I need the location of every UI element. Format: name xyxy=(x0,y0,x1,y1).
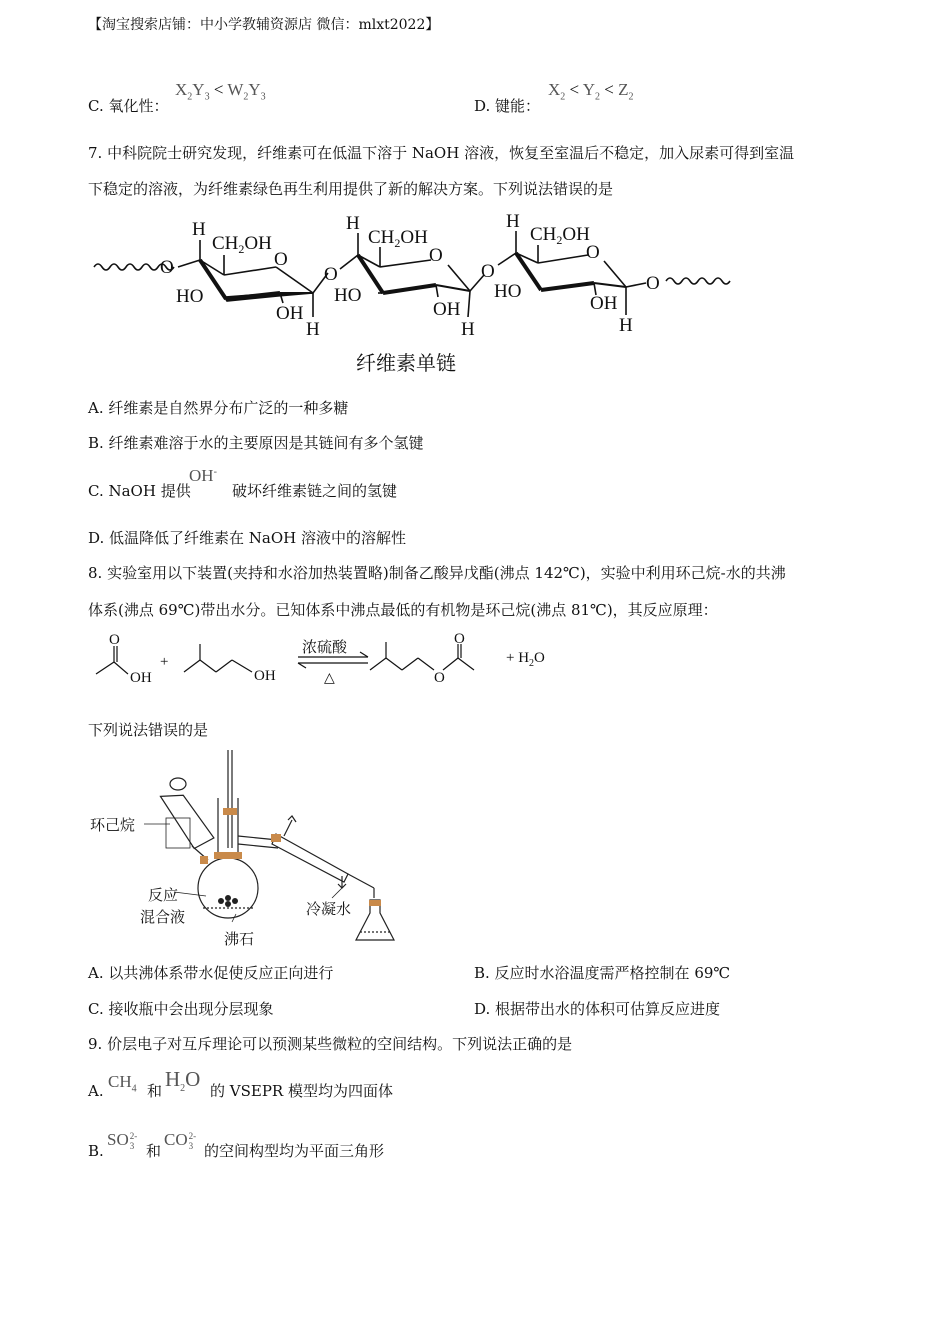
svg-text:OH: OH xyxy=(130,670,152,686)
q9-option-a-ch4: $CH_4$ xyxy=(108,1072,137,1095)
svg-text:CH2OH: $CH_2OH$ xyxy=(530,224,590,247)
svg-text:OH: OH xyxy=(433,299,461,320)
q6-option-d-formula: $X_2 < Y_2 < Z_2$ xyxy=(548,80,634,103)
svg-text:H: H xyxy=(306,319,320,340)
q8-stem-line1: 8. 实验室用以下装置(夹持和水浴加热装置略)制备乙酸异戊酯(沸点 142℃)，实验中利用环己烷-水的共沸 xyxy=(88,564,786,582)
q7-stem-line1: 7. 中科院院士研究发现，纤维素可在低温下溶于 NaOH 溶液，恢复至室温后不稳定，加入尿素可得到室温 xyxy=(88,144,795,162)
cellulose-caption: 纤维素单链 xyxy=(356,351,456,375)
svg-text:CH2OH: $CH_2OH$ xyxy=(368,227,428,250)
q9-option-b-co3: CO 2- 3 xyxy=(164,1130,197,1152)
q8-question: 下列说法错误的是 xyxy=(88,721,209,739)
svg-text:O: O xyxy=(646,273,660,294)
q8-option-a: A. 以共沸体系带水促使反应正向进行 xyxy=(88,964,334,982)
q8-stem-line2: 体系(沸点 69℃)带出水分。已知体系中沸点最低的有机物是环己烷(沸点 81℃)，其反应原理： xyxy=(88,601,718,619)
q9-option-b-label: B. xyxy=(88,1142,104,1160)
svg-text:O: O xyxy=(109,632,120,648)
q9-option-b-text: 的空间构型均为平面三角形 xyxy=(204,1142,385,1160)
svg-text:O: O xyxy=(324,264,338,285)
q8-option-c: C. 接收瓶中会出现分层现象 xyxy=(88,1000,274,1018)
svg-text:HO: HO xyxy=(334,285,362,306)
q6-option-d-label: D. 键能： xyxy=(474,97,541,115)
q9-option-b-and: 和 xyxy=(146,1142,162,1160)
svg-text:OH: OH xyxy=(276,303,304,324)
svg-text:HO: HO xyxy=(176,286,204,307)
svg-text:+: + xyxy=(160,654,169,670)
svg-text:H: H xyxy=(346,213,360,234)
svg-text:混合液: 混合液 xyxy=(140,910,186,926)
svg-text:浓硫酸: 浓硫酸 xyxy=(302,638,348,656)
q6-option-c-formula: $X_2Y_3 < W_2Y_3$ xyxy=(175,80,266,103)
q6-option-c-label: C. 氧化性： xyxy=(88,97,169,115)
q9-option-b-so3: SO 2- 3 xyxy=(107,1130,138,1152)
svg-text:反应: 反应 xyxy=(148,888,179,904)
q9-option-a-h2o: $H_2O$ xyxy=(165,1067,201,1095)
svg-text:H: H xyxy=(461,319,475,340)
svg-text:OH: OH xyxy=(590,293,618,314)
svg-text:H: H xyxy=(619,315,633,336)
svg-text:CH2OH: $CH_2OH$ xyxy=(212,233,272,256)
svg-text:O: O xyxy=(454,631,465,647)
svg-text:HO: HO xyxy=(494,281,522,302)
svg-text:H: H xyxy=(506,211,520,232)
svg-text:O: O xyxy=(434,670,445,686)
header-watermark: 【淘宝搜索店铺：中小学教辅资源店 微信：mlxt2022】 xyxy=(88,17,440,33)
q7-stem-line2: 下稳定的溶液，为纤维素绿色再生利用提供了新的解决方案。下列说法错误的是 xyxy=(88,180,614,198)
svg-text:O: O xyxy=(160,257,174,278)
svg-text:OH: OH xyxy=(254,668,276,684)
q7-option-c-pre: C. NaOH 提供 xyxy=(88,482,191,500)
cellulose-chain-figure xyxy=(88,205,748,380)
svg-text:冷凝水: 冷凝水 xyxy=(306,902,352,918)
svg-text:H: H xyxy=(192,219,206,240)
q7-option-a: A. 纤维素是自然界分布广泛的一种多糖 xyxy=(88,399,349,417)
q7-option-c-ion: OH- xyxy=(189,466,217,485)
q9-option-a-text: 的 VSEPR 模型均为四面体 xyxy=(210,1082,393,1100)
q7-option-d: D. 低温降低了纤维素在 NaOH 溶液中的溶解性 xyxy=(88,529,407,547)
q7-option-b: B. 纤维素难溶于水的主要原因是其链间有多个氢键 xyxy=(88,434,424,452)
svg-text:△: △ xyxy=(324,670,335,686)
q9-option-a-and: 和 xyxy=(147,1082,163,1100)
distillation-apparatus xyxy=(88,748,408,953)
svg-text:+ H2O: + $H_2O$ xyxy=(506,650,545,669)
svg-text:O: O xyxy=(586,242,600,263)
svg-text:O: O xyxy=(274,249,288,270)
q7-option-c-post: 破坏纤维素链之间的氢键 xyxy=(232,482,398,500)
svg-text:O: O xyxy=(481,261,495,282)
q9-stem: 9. 价层电子对互斥理论可以预测某些微粒的空间结构。下列说法正确的是 xyxy=(88,1035,573,1053)
esterification-reaction xyxy=(88,628,568,690)
svg-text:沸石: 沸石 xyxy=(224,932,255,948)
svg-text:O: O xyxy=(429,245,443,266)
q8-option-b: B. 反应时水浴温度需严格控制在 69℃ xyxy=(474,964,731,982)
q8-option-d: D. 根据带出水的体积可估算反应进度 xyxy=(474,1000,721,1018)
q9-option-a-label: A. xyxy=(88,1082,104,1100)
svg-text:环己烷: 环己烷 xyxy=(90,818,136,834)
